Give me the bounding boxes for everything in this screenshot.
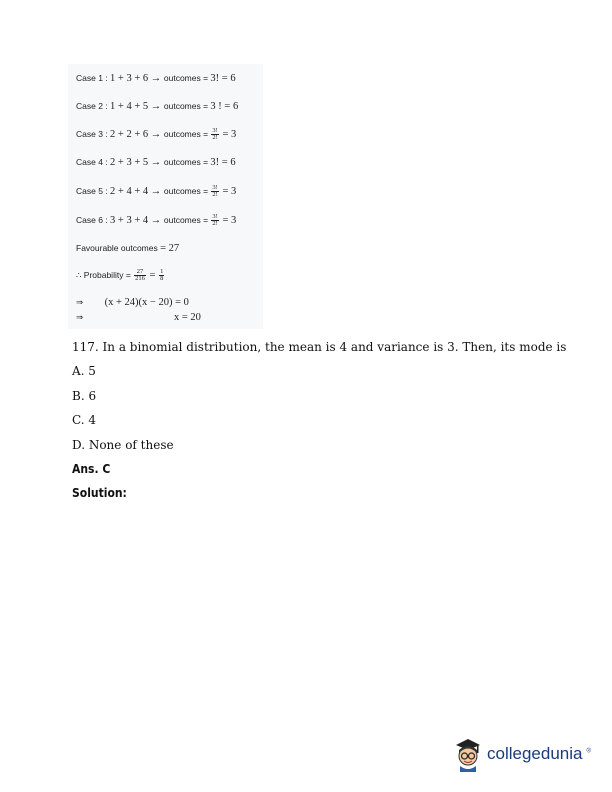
- step-line: [76, 311, 201, 324]
- case-fraction: $\frac{3!}{2!}$: [212, 184, 218, 199]
- answer-label: Ans. C: [72, 462, 111, 476]
- logo-wordmark: collegedunia: [487, 744, 583, 763]
- case-result: = 3: [219, 129, 237, 140]
- favourable-line: [76, 242, 179, 255]
- case-result: = 3: [219, 186, 237, 197]
- math-solution-image: [68, 64, 263, 329]
- case-line: [76, 156, 236, 169]
- probability-fraction: $\frac{27}{216}$: [135, 268, 145, 283]
- graduate-mascot-icon: [453, 736, 483, 772]
- case-outcomes: outcomes =: [163, 73, 211, 83]
- case-expr: 2 + 3 + 5 →: [110, 157, 164, 168]
- case-result: = 3: [219, 215, 237, 226]
- step-expr: x = 20: [174, 312, 201, 323]
- option-b: B. 6: [72, 389, 97, 403]
- probability-eq: =: [146, 270, 159, 281]
- step-line: [76, 296, 189, 309]
- case-line: [76, 72, 236, 85]
- case-expr: 1 + 3 + 6 →: [110, 73, 164, 84]
- probability-result: $\frac{1}{8}$: [160, 268, 164, 283]
- option-a: A. 5: [72, 364, 96, 378]
- case-outcomes: outcomes =: [163, 215, 211, 225]
- case-label: Case 5 :: [76, 186, 111, 196]
- case-result: 3! = 6: [210, 73, 236, 84]
- case-result: 3! = 6: [210, 157, 236, 168]
- case-outcomes: outcomes =: [163, 186, 211, 196]
- case-fraction: $\frac{3!}{2!}$: [212, 127, 218, 142]
- case-label: Case 4 :: [76, 157, 111, 167]
- case-line: [76, 185, 236, 198]
- question-text: 117. In a binomial distribution, the mean is 4 and variance is 3. Then, its mode is: [72, 340, 567, 354]
- case-expr: 3 + 3 + 4 →: [110, 215, 164, 226]
- solution-label: Solution:: [72, 486, 127, 500]
- implies-icon: ⇒: [76, 312, 84, 322]
- case-expr: 2 + 4 + 4 →: [110, 186, 164, 197]
- case-line: [76, 214, 236, 227]
- case-label: Case 3 :: [76, 129, 111, 139]
- case-line: [76, 128, 236, 141]
- case-label: Case 1 :: [76, 73, 111, 83]
- case-fraction: $\frac{3!}{2!}$: [212, 213, 218, 228]
- favourable-label: Favourable outcomes: [76, 243, 161, 253]
- case-result: 3 ! = 6: [210, 101, 239, 112]
- option-c: C. 4: [72, 413, 97, 427]
- option-d: D. None of these: [72, 438, 174, 452]
- case-outcomes: outcomes =: [163, 101, 211, 111]
- case-outcomes: outcomes =: [163, 157, 211, 167]
- probability-line: [76, 269, 165, 282]
- case-expr: 1 + 4 + 5 →: [110, 101, 164, 112]
- collegedunia-logo: [453, 734, 591, 774]
- case-expr: 2 + 2 + 6 →: [110, 129, 164, 140]
- step-expr: (x + 24)(x − 20) = 0: [102, 297, 189, 308]
- implies-icon: ⇒: [76, 297, 84, 307]
- trademark-mark: ®: [586, 748, 591, 755]
- probability-label: ∴ Probability =: [76, 270, 134, 280]
- case-outcomes: outcomes =: [163, 129, 211, 139]
- case-label: Case 2 :: [76, 101, 111, 111]
- favourable-value: = 27: [160, 243, 180, 254]
- case-line: [76, 100, 238, 113]
- case-label: Case 6 :: [76, 215, 111, 225]
